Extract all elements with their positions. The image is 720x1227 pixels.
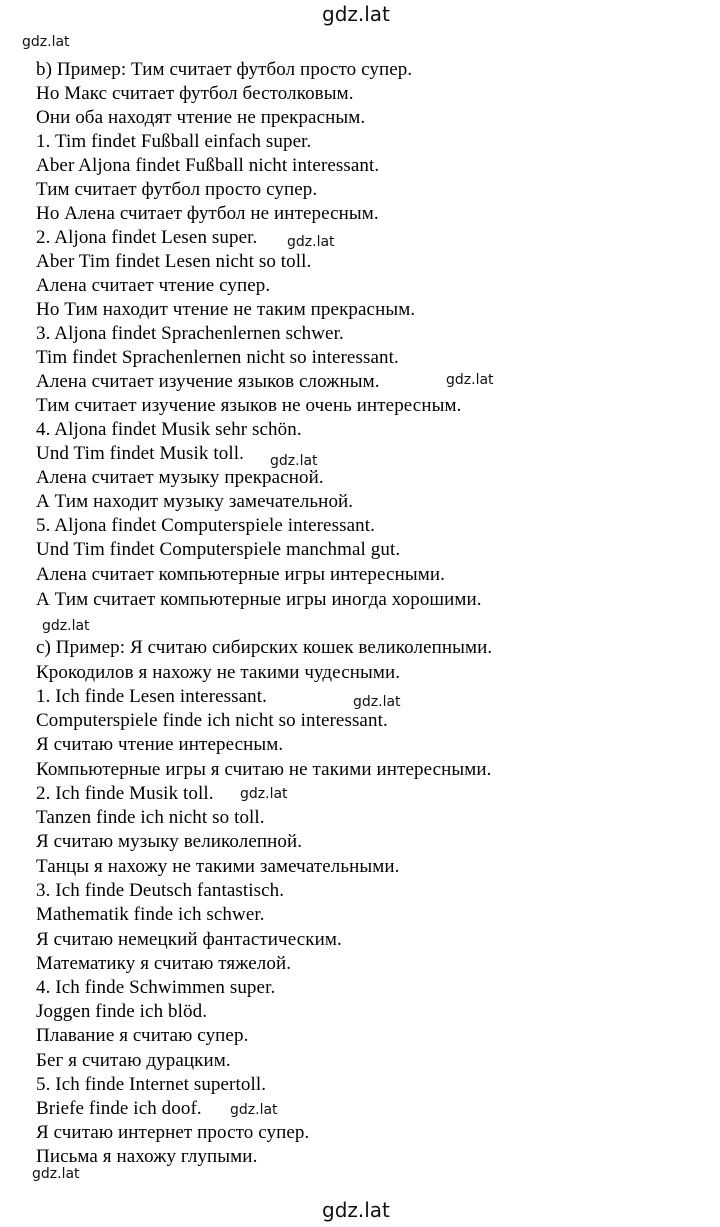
watermark: gdz.lat: [230, 1102, 278, 1118]
text-line: 5. Aljona findet Computerspiele interessant.: [36, 515, 375, 536]
text-line: Алена считает чтение супер.: [36, 275, 271, 296]
watermark: gdz.lat: [42, 618, 90, 634]
text-line: Алена считает музыку прекрасной.: [36, 467, 324, 488]
text-line: Aber Tim findet Lesen nicht so toll.: [36, 251, 312, 272]
watermark: gdz.lat: [287, 234, 335, 250]
text-line: Но Тим находит чтение не таким прекрасным.: [36, 299, 416, 320]
text-line: Und Tim findet Computerspiele manchmal gut.: [36, 539, 401, 560]
text-line: Und Tim findet Musik toll.: [36, 443, 244, 464]
text-line: 1. Ich finde Lesen interessant.: [36, 686, 268, 707]
watermark: gdz.lat: [353, 694, 401, 710]
text-line: Письма я нахожу глупыми.: [36, 1146, 258, 1167]
text-line: 4. Ich finde Schwimmen super.: [36, 977, 276, 998]
text-line: Aber Aljona findet Fußball nicht interessant.: [36, 155, 380, 176]
text-line: 2. Aljona findet Lesen super.: [36, 227, 258, 248]
text-line: Математику я считаю тяжелой.: [36, 953, 292, 974]
text-line: Танцы я нахожу не такими замечательными.: [36, 856, 400, 877]
text-line: Бег я считаю дурацким.: [36, 1050, 231, 1071]
text-line: 2. Ich finde Musik toll.: [36, 783, 214, 804]
text-line: Но Алена считает футбол не интересным.: [36, 203, 379, 224]
text-line: Я считаю музыку великолепной.: [36, 831, 303, 852]
text-line: 3. Ich finde Deutsch fantastisch.: [36, 880, 285, 901]
text-line: Tanzen finde ich nicht so toll.: [36, 807, 265, 828]
text-line: Крокодилов я нахожу не такими чудесными.: [36, 662, 401, 683]
text-line: b) Пример: Тим считает футбол просто супер.: [36, 59, 413, 80]
text-line: 1. Tim findet Fußball einfach super.: [36, 131, 312, 152]
text-line: Я считаю интернет просто супер.: [36, 1122, 310, 1143]
text-line: А Тим находит музыку замечательной.: [36, 491, 354, 512]
text-line: 4. Aljona findet Musik sehr schön.: [36, 419, 302, 440]
watermark: gdz.lat: [240, 786, 288, 802]
text-line: Briefe finde ich doof.: [36, 1098, 202, 1119]
text-line: Но Макс считает футбол бестолковым.: [36, 83, 354, 104]
watermark: gdz.lat: [32, 1166, 80, 1182]
watermark-top: gdz.lat: [322, 2, 390, 26]
text-line: Тим считает футбол просто супер.: [36, 179, 318, 200]
watermark-bottom: gdz.lat: [322, 1198, 390, 1222]
text-line: Computerspiele finde ich nicht so interessant.: [36, 710, 388, 731]
text-line: Плавание я считаю супер.: [36, 1025, 249, 1046]
watermark: gdz.lat: [446, 372, 494, 388]
watermark: gdz.lat: [270, 453, 318, 469]
text-line: Mathematik finde ich schwer.: [36, 904, 265, 925]
text-line: Тим считает изучение языков не очень интересным.: [36, 395, 462, 416]
text-line: 5. Ich finde Internet supertoll.: [36, 1074, 267, 1095]
text-line: Я считаю чтение интересным.: [36, 734, 284, 755]
text-line: Алена считает компьютерные игры интересными.: [36, 564, 445, 585]
text-line: Компьютерные игры я считаю не такими интересными.: [36, 759, 492, 780]
watermark: gdz.lat: [22, 34, 70, 50]
text-line: Они оба находят чтение не прекрасным.: [36, 107, 366, 128]
text-line: Алена считает изучение языков сложным.: [36, 371, 380, 392]
text-line: Я считаю немецкий фантастическим.: [36, 929, 342, 950]
text-line: А Тим считает компьютерные игры иногда хорошими.: [36, 589, 482, 610]
text-line: c) Пример: Я считаю сибирских кошек великолепными.: [36, 637, 493, 658]
text-line: 3. Aljona findet Sprachenlernen schwer.: [36, 323, 344, 344]
text-line: Tim findet Sprachenlernen nicht so interessant.: [36, 347, 399, 368]
text-line: Joggen finde ich blöd.: [36, 1001, 208, 1022]
